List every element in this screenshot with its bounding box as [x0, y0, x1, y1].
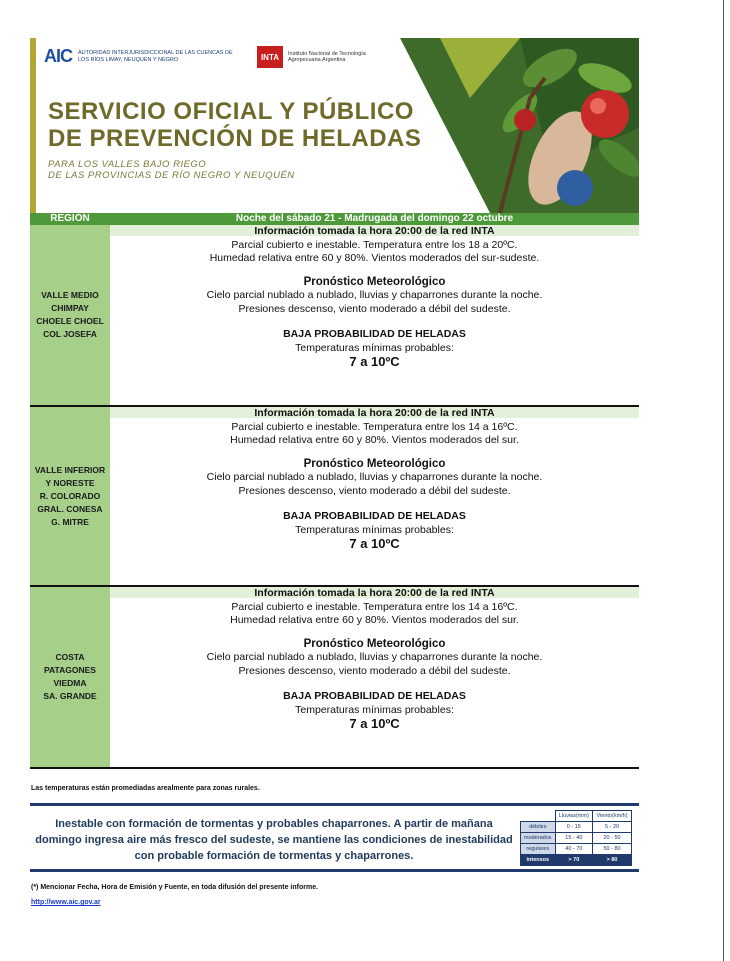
aic-website-link[interactable]: http://www.aic.gov.ar	[31, 899, 101, 906]
region-name: VALLE INFERIOR	[34, 464, 106, 475]
page-edge	[723, 0, 724, 961]
legend-rain: > 70	[555, 855, 593, 866]
region-name: VALLE MEDIO	[41, 290, 99, 300]
summary-line: con probable formación de tormentas y chaparrones.	[134, 850, 414, 862]
region-name: G. MITRE	[51, 516, 89, 527]
legend-row	[521, 855, 632, 866]
legend-rain: 15 - 40	[555, 833, 593, 844]
legend-wind: 5 - 20	[593, 822, 632, 833]
legend-rain: 40 - 70	[555, 844, 593, 855]
summary-text	[30, 816, 518, 864]
forecast-content	[110, 587, 639, 731]
night-column-header: Noche del sábado 21 - Madrugada del domingo 22 octubre	[235, 213, 514, 224]
inta-logo-text: Instituto Nacional de Tecnología Agropecuaria Argentina	[288, 50, 366, 63]
forecast-content	[110, 407, 639, 551]
region-column-header: REGIÓN	[50, 213, 90, 224]
legend-rain-header: Lluvias(mm)	[555, 811, 593, 822]
region-name: CHIMPAY	[51, 303, 89, 313]
info-line: Humedad relativa entre 60 y 80%. Vientos moderados del sur-sudeste.	[209, 252, 540, 264]
table-header	[30, 213, 639, 225]
subtitle-line1: PARA LOS VALLES BAJO RIEGO	[48, 159, 207, 170]
region-section-valle-medio	[30, 225, 639, 405]
aic-logo	[44, 46, 238, 67]
info-title: Información tomada la hora 20:00 de la red INTA	[254, 587, 495, 599]
forecast-line: Presiones descenso, viento moderado a débil del sudeste.	[238, 484, 511, 497]
region-name: VIEDMA	[53, 678, 87, 688]
region-name: PATAGONES	[44, 665, 96, 675]
info-title: Información tomada la hora 20:00 de la red INTA	[254, 225, 495, 237]
forecast-line: Presiones descenso, viento moderado a débil del sudeste.	[238, 664, 511, 677]
page-title-line2: DE PREVENCIÓN DE HELADAS	[48, 125, 422, 152]
min-temp-value: 7 a 10ºC	[349, 354, 400, 369]
forecast-line: Cielo parcial nublado a nublado, lluvias y chaparrones durante la noche.	[206, 471, 543, 483]
report-header	[30, 38, 639, 213]
min-temp-label: Temperaturas mínimas probables:	[295, 523, 454, 536]
forecast-line: Cielo parcial nublado a nublado, lluvias y chaparrones durante la noche.	[206, 651, 543, 663]
summary-line: domingo ingresa aire más fresco del sudeste, se mantiene las condiciones de inestabilidad	[35, 834, 513, 846]
info-line: Humedad relativa entre 60 y 80%. Vientos moderados del sur.	[230, 614, 519, 626]
aic-logo-mark: AIC	[44, 46, 72, 66]
legend-label: regulares	[521, 844, 556, 855]
forecast-content	[110, 225, 639, 369]
frost-probability: BAJA PROBABILIDAD DE HELADAS	[283, 328, 466, 340]
region-name: GRAL. CONESA	[37, 503, 103, 514]
inta-logo-mark: INTA	[257, 46, 283, 68]
inta-logo	[257, 46, 378, 68]
region-cell	[30, 225, 110, 405]
legend-header-row	[521, 811, 632, 822]
region-name: COL JOSEFA	[43, 329, 97, 339]
region-name: R. COLORADO	[39, 490, 101, 501]
region-section-valle-inferior	[30, 407, 639, 585]
legend-label: débiles	[521, 822, 556, 833]
summary-box	[30, 803, 639, 872]
region-section-costa	[30, 587, 639, 767]
footnote: Las temperaturas están promediadas arealmente para zonas rurales.	[31, 785, 260, 792]
legend-label: moderados	[521, 833, 556, 844]
frost-probability: BAJA PROBABILIDAD DE HELADAS	[283, 510, 466, 522]
region-name: Y NORESTE	[45, 477, 95, 488]
legend-rain: 0 - 15	[555, 822, 593, 833]
region-name: SA. GRANDE	[43, 691, 97, 701]
legend-row	[521, 822, 632, 833]
legend-label: intensos	[521, 855, 556, 866]
region-name: CHOELE CHOEL	[36, 316, 104, 326]
forecast-title: Pronóstico Meteorológico	[303, 457, 446, 470]
min-temp-label: Temperaturas mínimas probables:	[295, 703, 454, 716]
info-line: Parcial cubierto e inestable. Temperatura entre los 14 a 16ºC.	[231, 420, 518, 433]
info-line: Parcial cubierto e inestable. Temperatura entre los 14 a 16ºC.	[231, 600, 518, 613]
aic-logo-text: AUTORIDAD INTERJURISDICCIONAL DE LAS CUENCAS DE LOS RÍOS LIMAY, NEUQUÉN Y NEGRO	[78, 50, 233, 63]
forecast-title: Pronóstico Meteorológico	[303, 275, 446, 288]
legend-row	[521, 844, 632, 855]
info-title: Información tomada la hora 20:00 de la red INTA	[254, 407, 495, 419]
info-line: Parcial cubierto e inestable. Temperatura entre los 18 a 20ºC.	[231, 238, 518, 251]
intensity-legend	[520, 810, 632, 866]
legend-wind-header: Viento(km/h)	[593, 811, 632, 822]
region-cell	[30, 587, 110, 767]
legend-wind: 20 - 50	[593, 833, 632, 844]
apple-tree-photo	[400, 38, 639, 213]
min-temp-label: Temperaturas mínimas probables:	[295, 341, 454, 354]
section-divider	[30, 767, 639, 769]
forecast-line: Presiones descenso, viento moderado a débil del sudeste.	[238, 302, 511, 315]
summary-line: Inestable con formación de tormentas y probables chaparrones. A partir de mañana	[55, 818, 493, 830]
frost-probability: BAJA PROBABILIDAD DE HELADAS	[283, 690, 466, 702]
legend-wind: > 80	[593, 855, 632, 866]
forecast-title: Pronóstico Meteorológico	[303, 637, 446, 650]
disclaimer: (*) Mencionar Fecha, Hora de Emisión y Fuente, en toda difusión del presente informe.	[31, 884, 319, 891]
subtitle-line2: DE LAS PROVINCIAS DE RÍO NEGRO Y NEUQUÉN	[48, 170, 295, 181]
info-line: Humedad relativa entre 60 y 80%. Vientos moderados del sur.	[230, 434, 519, 446]
region-cell	[30, 407, 110, 585]
header-accent-bar	[30, 38, 36, 213]
min-temp-value: 7 a 10ºC	[349, 536, 400, 551]
legend-row	[521, 833, 632, 844]
forecast-line: Cielo parcial nublado a nublado, lluvias y chaparrones durante la noche.	[206, 289, 543, 301]
page-title-line1: SERVICIO OFICIAL Y PÚBLICO	[48, 98, 414, 125]
region-name: COSTA	[55, 652, 85, 662]
legend-wind: 50 - 80	[593, 844, 632, 855]
min-temp-value: 7 a 10ºC	[349, 716, 400, 731]
